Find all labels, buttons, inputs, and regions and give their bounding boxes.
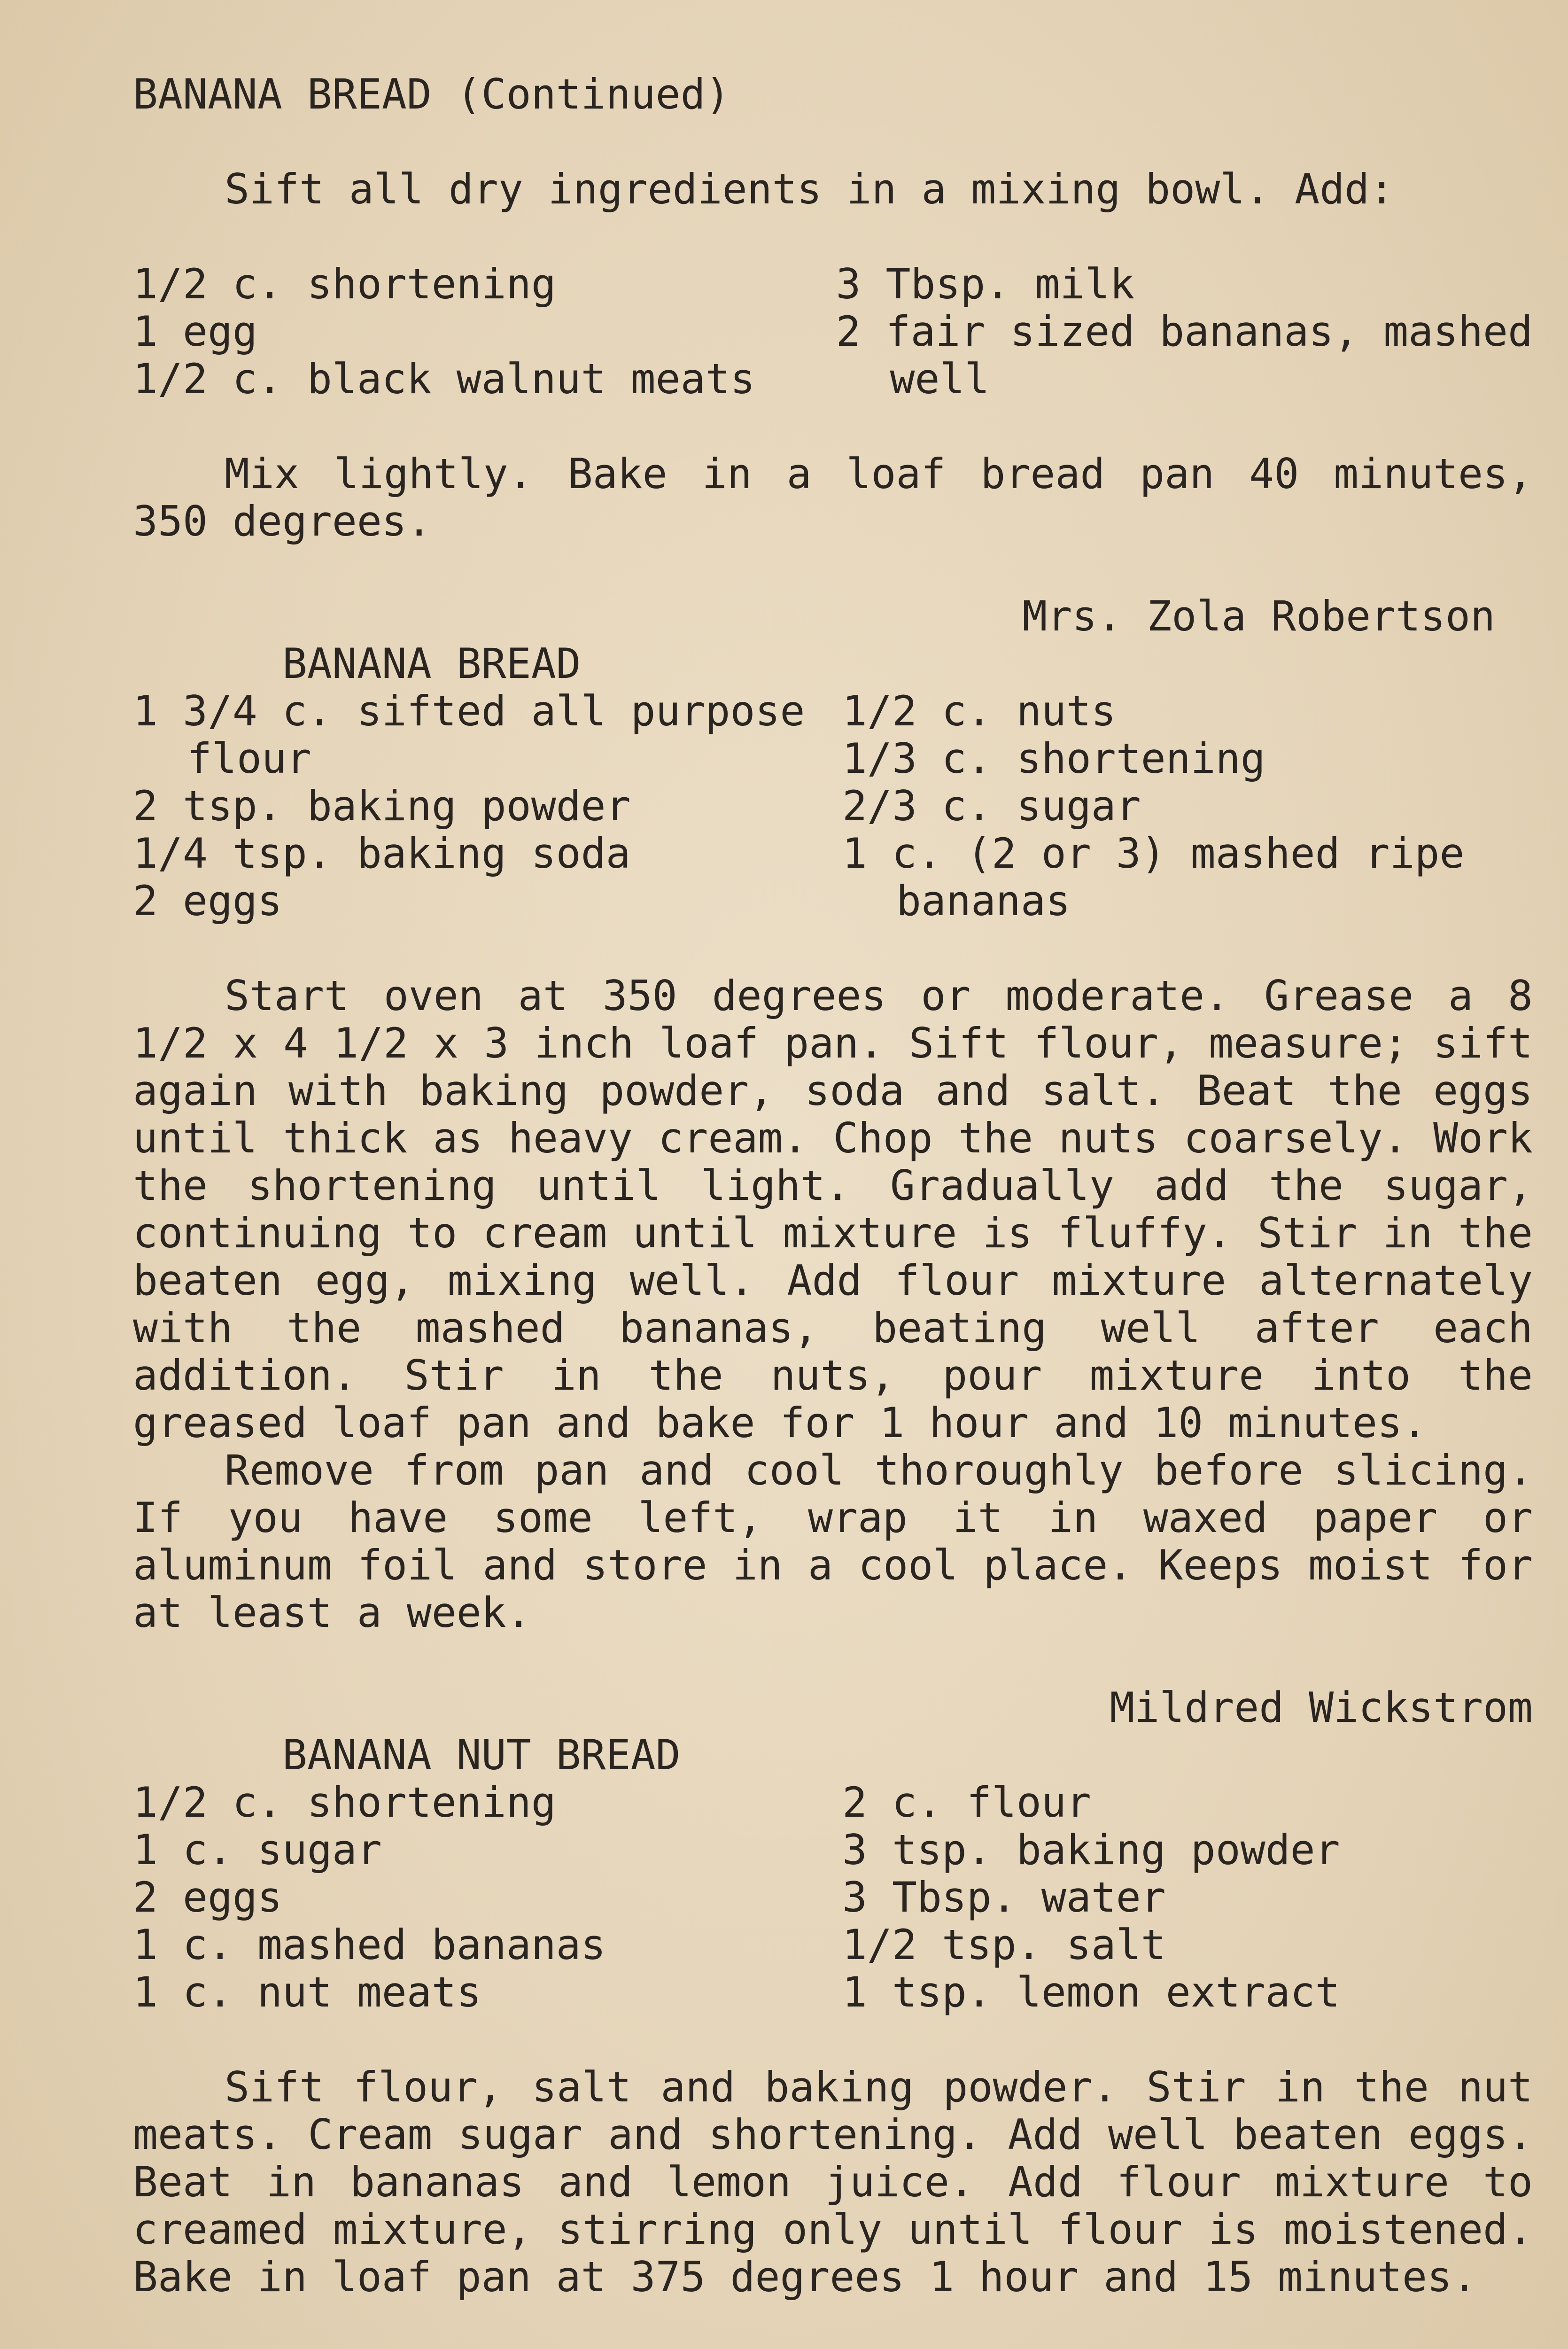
- ingredient: 2 tsp. baking powder: [133, 782, 631, 830]
- recipe-header: [133, 1683, 1533, 1779]
- instructions: Remove from pan and cool thoroughly before slicing. If you have some left, wrap it in waxed paper or aluminum foil and store in a cool place. Keeps moist for at least a week.: [133, 1446, 1533, 1637]
- ingredient: 1/3 c. shortening: [842, 734, 1265, 783]
- ingredient: 3 Tbsp. water: [842, 1873, 1166, 1921]
- ingredient: 1/4 tsp. baking soda: [133, 829, 631, 878]
- ingredient-list: [133, 1779, 1533, 2016]
- ingredient: 1 c. mashed bananas: [133, 1921, 606, 1969]
- ingredient: bananas: [896, 877, 1071, 925]
- ingredient: well: [890, 355, 990, 403]
- ingredient: 2 eggs: [133, 1873, 282, 1921]
- ingredient: flour: [187, 734, 311, 783]
- ingredient: 2 eggs: [133, 877, 282, 925]
- instructions: Start oven at 350 degrees or moderate. Grease a 8 1/2 x 4 1/2 x 3 inch loaf pan. Sift flour, measure; sift again with baking powder, soda and salt. Beat the eggs until thick as heavy cream. Chop the nuts coarsely. Work the shortening until light. Gradually add the sugar, continuing to cream until mixture is fluffy. Stir in the beaten egg, mixing well. Add flour mixture alternately with the mashed bananas, beating well after each addition. Stir in the nuts, pour mixture into the greased loaf pan and bake for 1 hour and 10 minutes.: [133, 972, 1533, 1447]
- instructions: Sift flour, salt and baking powder. Stir in the nut meats. Cream sugar and shortening. Add well beaten eggs. Beat in bananas and lemon juice. Add flour mixture to creamed mixture, stirring only until flour is moistened. Bake in loaf pan at 375 degrees 1 hour and 15 minutes.: [133, 2063, 1533, 2301]
- recipe-author: Mrs. Zola Robertson: [1022, 592, 1495, 640]
- ingredient: 1/2 c. shortening: [133, 260, 556, 308]
- ingredient: 1/2 c. shortening: [133, 1778, 556, 1827]
- ingredient: 2 fair sized bananas, mashed: [836, 307, 1533, 356]
- ingredient: 2 c. flour: [842, 1778, 1091, 1827]
- ingredient: 1/2 c. black walnut meats: [133, 355, 755, 403]
- instructions: Mix lightly. Bake in a loaf bread pan 40 minutes, 350 degrees.: [133, 450, 1533, 545]
- ingredient-list: [133, 687, 1533, 925]
- ingredient: 1 c. sugar: [133, 1826, 382, 1874]
- section-title: BANANA BREAD (Continued): [133, 70, 730, 118]
- ingredient: 1 3/4 c. sifted all purpose: [133, 687, 805, 735]
- ingredient: 1 c. (2 or 3) mashed ripe: [842, 829, 1465, 878]
- recipe-header: [133, 592, 1533, 688]
- ingredient: 1 egg: [133, 307, 257, 356]
- intro-line: Sift all dry ingredients in a mixing bowl. Add:: [225, 165, 1395, 213]
- recipe-title: BANANA NUT BREAD: [282, 1731, 681, 1779]
- ingredient: 1/2 tsp. salt: [842, 1921, 1166, 1969]
- ingredient: 1/2 c. nuts: [842, 687, 1116, 735]
- page-text: [133, 70, 1533, 2349]
- ingredient: 2/3 c. sugar: [842, 782, 1141, 830]
- recipe-title: BANANA BREAD: [282, 639, 581, 688]
- ingredient: 1 c. nut meats: [133, 1968, 481, 2016]
- ingredient: 3 Tbsp. milk: [836, 260, 1135, 308]
- ingredient: 1 tsp. lemon extract: [842, 1968, 1340, 2016]
- recipe-author: Mildred Wickstrom: [1110, 1683, 1533, 1732]
- ingredient-list: [133, 260, 1533, 403]
- ingredient: 3 tsp. baking powder: [842, 1826, 1340, 1874]
